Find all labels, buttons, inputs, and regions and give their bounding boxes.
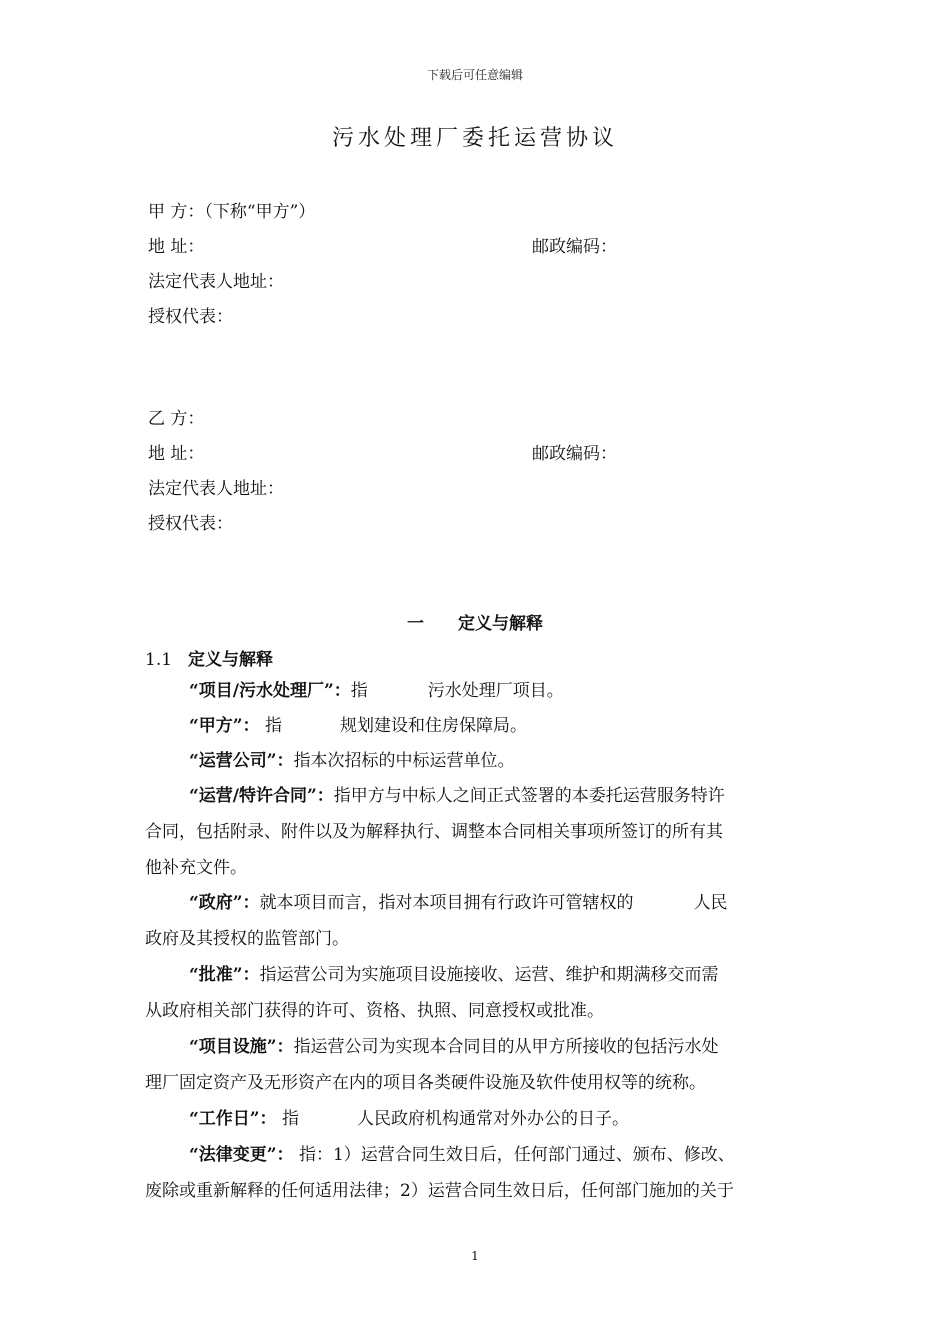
- definition-text: 指运营公司为实施项目设施接收、运营、维护和期满移交而需: [259, 965, 719, 985]
- definition-term: “运营公司”：: [189, 751, 294, 771]
- definition-term: “运营/特许合同”：: [189, 786, 334, 806]
- definition-text-cont: 人民政府机构通常对外办公的日子。: [356, 1109, 629, 1129]
- party-a-label: 甲 方：（下称“甲方”）: [148, 202, 316, 222]
- definition-line: 他补充文件。: [145, 858, 247, 878]
- definition-text: 指运营公司为实现本合同目的从甲方所接收的包括污水处: [293, 1037, 719, 1057]
- definition-text: 指: [276, 1109, 299, 1129]
- definition-party-a: [145, 708, 820, 744]
- party-b-authorized-rep: 授权代表：: [148, 514, 233, 534]
- definition-text: 指本次招标的中标运营单位。: [293, 751, 515, 771]
- definition-line: 理厂固定资产及无形资产在内的项目各类硬件设施及软件使用权等的统称。: [145, 1073, 706, 1093]
- definition-text: 指：1）运营合同生效日后，任何部门通过、颁布、修改、: [293, 1145, 735, 1165]
- definition-law-change: [145, 1137, 820, 1209]
- party-b-label: 乙 方：: [148, 409, 205, 429]
- document-title: 污水处理厂委托运营协议: [331, 126, 618, 151]
- definition-text-cont: 人民: [693, 893, 728, 913]
- page-number: 1: [471, 1249, 479, 1263]
- section-title: 定义与解释: [458, 614, 543, 634]
- party-a-address: 地 址：: [148, 237, 205, 257]
- subsection-number: 1.1: [145, 650, 173, 670]
- party-a-authorized-rep: 授权代表：: [148, 307, 233, 327]
- definition-contract: [145, 778, 820, 886]
- definition-term: “项目/污水处理厂”：: [189, 681, 351, 701]
- definition-project: [145, 673, 820, 709]
- party-a-legal-rep-address: 法定代表人地址：: [148, 272, 284, 292]
- definition-line: 政府及其授权的监管部门。: [145, 929, 349, 949]
- definition-government: [145, 885, 820, 957]
- section-heading: [0, 609, 950, 634]
- definition-text: 就本项目而言，指对本项目拥有行政许可管辖权的: [259, 893, 634, 913]
- subsection-heading: [145, 645, 273, 670]
- definition-line: 从政府相关部门获得的许可、资格、执照、同意授权或批准。: [145, 1001, 604, 1021]
- definition-term: “工作日”：: [189, 1109, 277, 1129]
- subsection-title: 定义与解释: [188, 650, 274, 670]
- definition-text: 指: [350, 681, 368, 701]
- definition-term: “政府”：: [189, 893, 260, 913]
- definition-term: “批准”：: [189, 965, 260, 985]
- party-a-postcode: 邮政编码：: [532, 237, 617, 257]
- definition-approval: [145, 957, 820, 1029]
- section-number: 一: [407, 614, 424, 634]
- definition-workday: [145, 1101, 820, 1137]
- party-b-postcode: 邮政编码：: [532, 444, 617, 464]
- definition-term: “甲方”：: [189, 716, 260, 736]
- definition-term: “法律变更”：: [189, 1145, 294, 1165]
- definition-term: “项目设施”：: [189, 1037, 294, 1057]
- definition-text-cont: 污水处理厂项目。: [427, 681, 564, 701]
- definition-line: 废除或重新解释的任何适用法律；2）运营合同生效日后，任何部门施加的关于: [145, 1181, 734, 1201]
- page-header: 下载后可任意编辑: [426, 68, 523, 82]
- definition-facilities: [145, 1029, 820, 1101]
- party-b-legal-rep-address: 法定代表人地址：: [148, 479, 284, 499]
- definition-operator: [145, 743, 820, 779]
- definition-line: 合同，包括附录、附件以及为解释执行、调整本合同相关事项所签订的所有其: [145, 822, 723, 842]
- definition-text: 指: [259, 716, 282, 736]
- definition-text: 指甲方与中标人之间正式签署的本委托运营服务特许: [333, 786, 725, 806]
- party-b-address: 地 址：: [148, 444, 205, 464]
- definition-text-cont: 规划建设和住房保障局。: [339, 716, 527, 736]
